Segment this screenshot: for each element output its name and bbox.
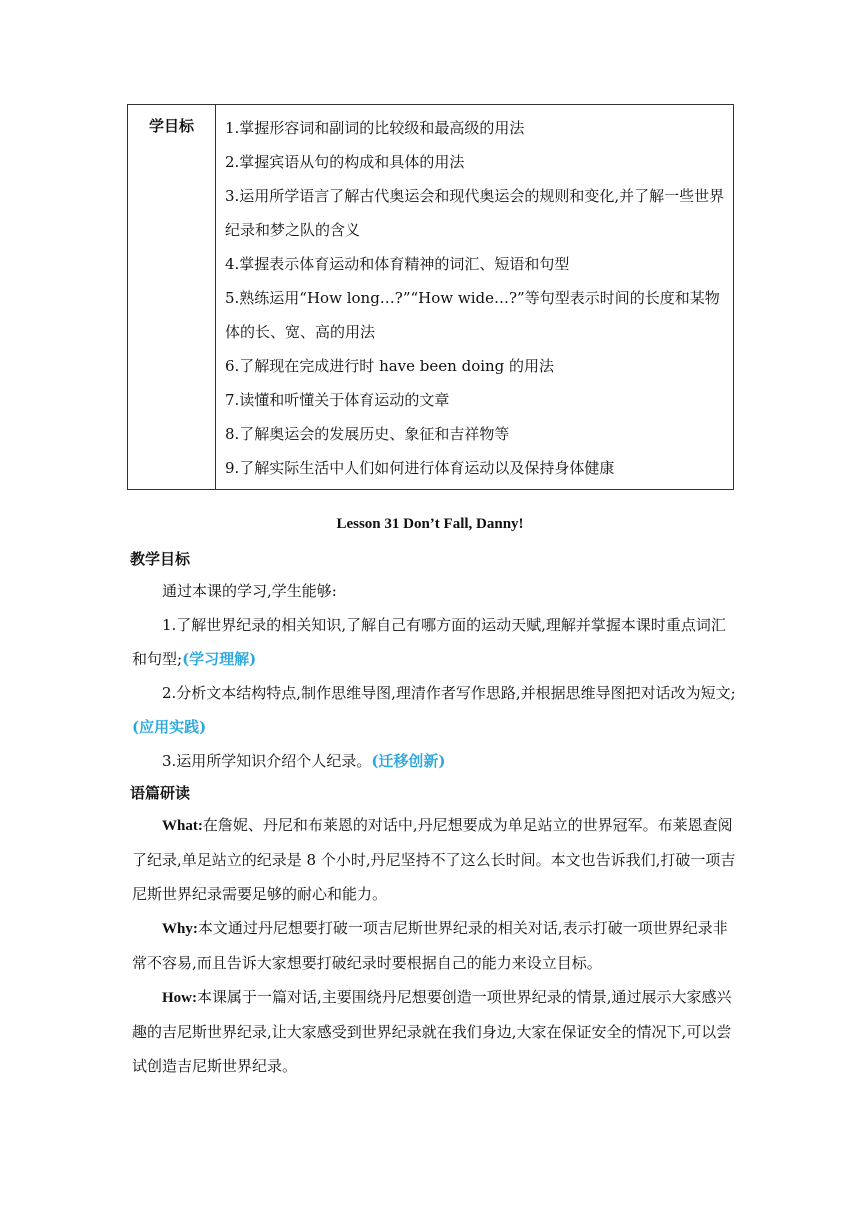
- how-text: 本课属于一篇对话,主要围绕丹尼想要创造一项世界纪录的情景,通过展示大家感兴趣的吉尼斯世界纪录,让大家感受到世界纪录就在我们身边,大家在保证安全的情况下,可以尝试创造吉尼斯世界纪录。: [132, 988, 732, 1075]
- why-paragraph: [132, 911, 736, 980]
- lesson-title: Lesson 31 Don’t Fall, Danny!: [336, 516, 524, 532]
- goal-item: 8.了解奥运会的发展历史、象征和吉祥物等: [225, 425, 510, 443]
- goal-item: 1.掌握形容词和副词的比较级和最高级的用法: [225, 119, 525, 137]
- text-study-heading: 语篇研读: [130, 784, 191, 802]
- teaching-goals-heading: 教学目标: [130, 550, 191, 568]
- what-paragraph: [132, 808, 736, 911]
- goal-item: 7.读懂和听懂关于体育运动的文章: [225, 391, 450, 409]
- teaching-goal-text: 1.了解世界纪录的相关知识,了解自己有哪方面的运动天赋,理解并掌握本课时重点词汇和句型;: [132, 616, 726, 668]
- why-label: Why:: [162, 921, 198, 937]
- what-label: What:: [162, 818, 203, 834]
- teaching-goal-tag: (迁移创新): [371, 752, 446, 770]
- goal-item: 3.运用所学语言了解古代奥运会和现代奥运会的规则和变化,并了解一些世界纪录和梦之队的含义: [225, 187, 725, 239]
- goal-item: 5.熟练运用“How long…?”“How wide…?”等句型表示时间的长度和某物体的长、宽、高的用法: [225, 289, 720, 341]
- teaching-goal-tag: (应用实践): [132, 718, 207, 736]
- how-label: How:: [162, 990, 197, 1006]
- goal-item: 2.掌握宾语从句的构成和具体的用法: [225, 153, 465, 171]
- teaching-goals-section: [132, 544, 736, 1083]
- why-text: 本文通过丹尼想要打破一项吉尼斯世界纪录的相关对话,表示打破一项世界纪录非常不容易,而且告诉大家想要打破纪录时要根据自己的能力来设立目标。: [132, 919, 728, 972]
- goals-list-cell: [216, 105, 734, 490]
- teaching-goals-intro: 通过本课的学习,学生能够:: [162, 582, 337, 600]
- teaching-goal-item: [132, 744, 736, 778]
- teaching-goal-tag: (学习理解): [182, 650, 257, 668]
- unit-goals-table: [127, 104, 734, 490]
- how-paragraph: [132, 980, 736, 1083]
- goals-label-cell: 学目标: [128, 105, 216, 490]
- what-text: 在詹妮、丹尼和布莱恩的对话中,丹尼想要成为单足站立的世界冠军。布莱恩查阅了纪录,单足站立的纪录是 8 个小时,丹尼坚持不了这么长时间。本文也告诉我们,打破一项吉尼斯世界纪录需要足够的耐心和能力。: [132, 816, 736, 903]
- teaching-goal-item: [132, 608, 736, 676]
- teaching-goal-item: [132, 676, 736, 744]
- goal-item: 4.掌握表示体育运动和体育精神的词汇、短语和句型: [225, 255, 570, 273]
- goal-item: 9.了解实际生活中人们如何进行体育运动以及保持身体健康: [225, 459, 615, 477]
- teaching-goal-text: 2.分析文本结构特点,制作思维导图,理清作者写作思路,并根据思维导图把对话改为短文;: [162, 684, 736, 702]
- goal-item: 6.了解现在完成进行时 have been doing 的用法: [225, 357, 555, 375]
- teaching-goal-text: 3.运用所学知识介绍个人纪录。: [162, 752, 372, 770]
